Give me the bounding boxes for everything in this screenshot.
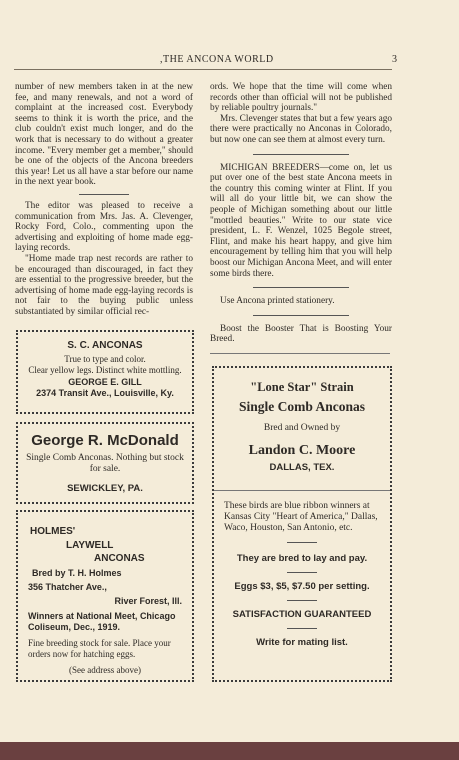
divider [287, 600, 317, 601]
ad-city: River Forest, Ill. [114, 596, 182, 606]
ad-mcdonald [16, 422, 194, 504]
paragraph: Boost the Booster That is Boosting Your Breed. [210, 323, 392, 345]
header-rule [14, 69, 392, 70]
journal-title: ,THE ANCONA WORLD [160, 54, 274, 65]
ad-text: Write for mating list. [256, 637, 348, 648]
page-number: 3 [392, 54, 398, 65]
ad-text: Winners at National Meet, Chicago Coliseum, Dec., 1919. [28, 611, 176, 632]
divider [79, 194, 129, 195]
paragraph: MICHIGAN BREEDERS—come on, let us put over one of the best state Ancona meets in the country this coming winter at Flint. If you will all do your little bit, we can show the people of Michigan something about our little "mottled beauties." Write to our state vice president, L. F. Wenzel, 1025 Begole street, Flint, and make his heart happy, and give him encouragement by telling him that you will help boost our Michigan Ancona Meet, and will enter some birds there. [210, 162, 392, 279]
divider [287, 572, 317, 573]
ad-sc-anconas [16, 330, 194, 414]
divider [287, 628, 317, 629]
ad-city: DALLAS, TEX. [269, 462, 335, 473]
ad-text: SATISFACTION GUARANTEED [232, 609, 372, 620]
divider [253, 287, 349, 288]
ad-title: Single Comb Anconas [238, 399, 366, 414]
page-bottom-edge [0, 742, 459, 760]
ad-text: Clear yellow legs. Distinct white mottling. [28, 365, 182, 375]
ad-title: ANCONAS [94, 553, 145, 564]
right-column [210, 82, 392, 362]
ad-text: Eggs $3, $5, $7.50 per setting. [234, 581, 370, 592]
ad-breeder-name: GEORGE E. GILL [68, 377, 142, 387]
ad-text: They are bred to lay and pay. [236, 553, 368, 564]
ad-address: 356 Thatcher Ave., [28, 582, 107, 592]
ad-address: 2374 Transit Ave., Louisville, Ky. [36, 388, 174, 398]
ad-lone-star [212, 366, 392, 682]
ad-title: LAYWELL [66, 540, 114, 551]
ad-title: "Lone Star" Strain [250, 380, 354, 394]
paragraph: number of new members taken in at the new fee, and many renewals, and not a word of complaint at the increased cost. Everybody seems to think it is worth the price, and the club couldn't exist much longer, and do the work that is necessary to do without a greater income. "Every member get a member," should be one of the objects of the Ancona breeders this year! Let us all have a star before our name in the next year book. [15, 82, 193, 188]
ad-text: Bred by T. H. Holmes [32, 568, 122, 578]
ad-text: Fine breeding stock for sale. Place your orders now for hatching eggs. [28, 638, 171, 659]
paragraph: Use Ancona printed stationery. [220, 296, 335, 307]
ad-title: S. C. ANCONAS [67, 340, 143, 351]
divider [253, 315, 349, 316]
divider [214, 490, 390, 491]
ad-text: Single Comb Anconas. Nothing but stock for sale. [26, 453, 184, 474]
ad-holmes [16, 510, 194, 682]
ad-text: These birds are blue ribbon winners at Kansas City "Heart of America," Dallas, Waco, Houston, San Antonio, etc. [224, 501, 378, 533]
ad-text: Bred and Owned by [263, 423, 341, 433]
ad-breeder-name: Landon C. Moore [248, 443, 356, 458]
divider [287, 542, 317, 543]
divider [253, 154, 349, 155]
ad-city: SEWICKLEY, PA. [67, 483, 143, 494]
left-column [15, 82, 193, 317]
paragraph: "Home made trap nest records are rather to be encouraged than discouraged, in fact they are essential to the progressive breeder, but the advertising of home made egg-laying records is not fair to the buying public unless substantiated by similar official rec- [15, 253, 193, 317]
paragraph: ords. We hope that the time will come when records other than official will not be published by reliable poultry journals." [210, 82, 392, 114]
divider [210, 353, 390, 354]
paragraph: The editor was pleased to receive a communication from Mrs. Jas. A. Clevenger, Rocky Ford, Colo., commenting upon the advertising and exploiting of home made egg-laying records. [15, 200, 193, 254]
ad-title: HOLMES' [30, 526, 76, 537]
ad-text: (See address above) [69, 665, 141, 675]
ad-breeder-name: George R. McDonald [31, 432, 179, 449]
ad-text: True to type and color. [64, 354, 146, 364]
paragraph: Mrs. Clevenger states that but a few years ago there were practically no Anconas in Colorado, but now one can see them at almost every turn. [210, 113, 392, 145]
